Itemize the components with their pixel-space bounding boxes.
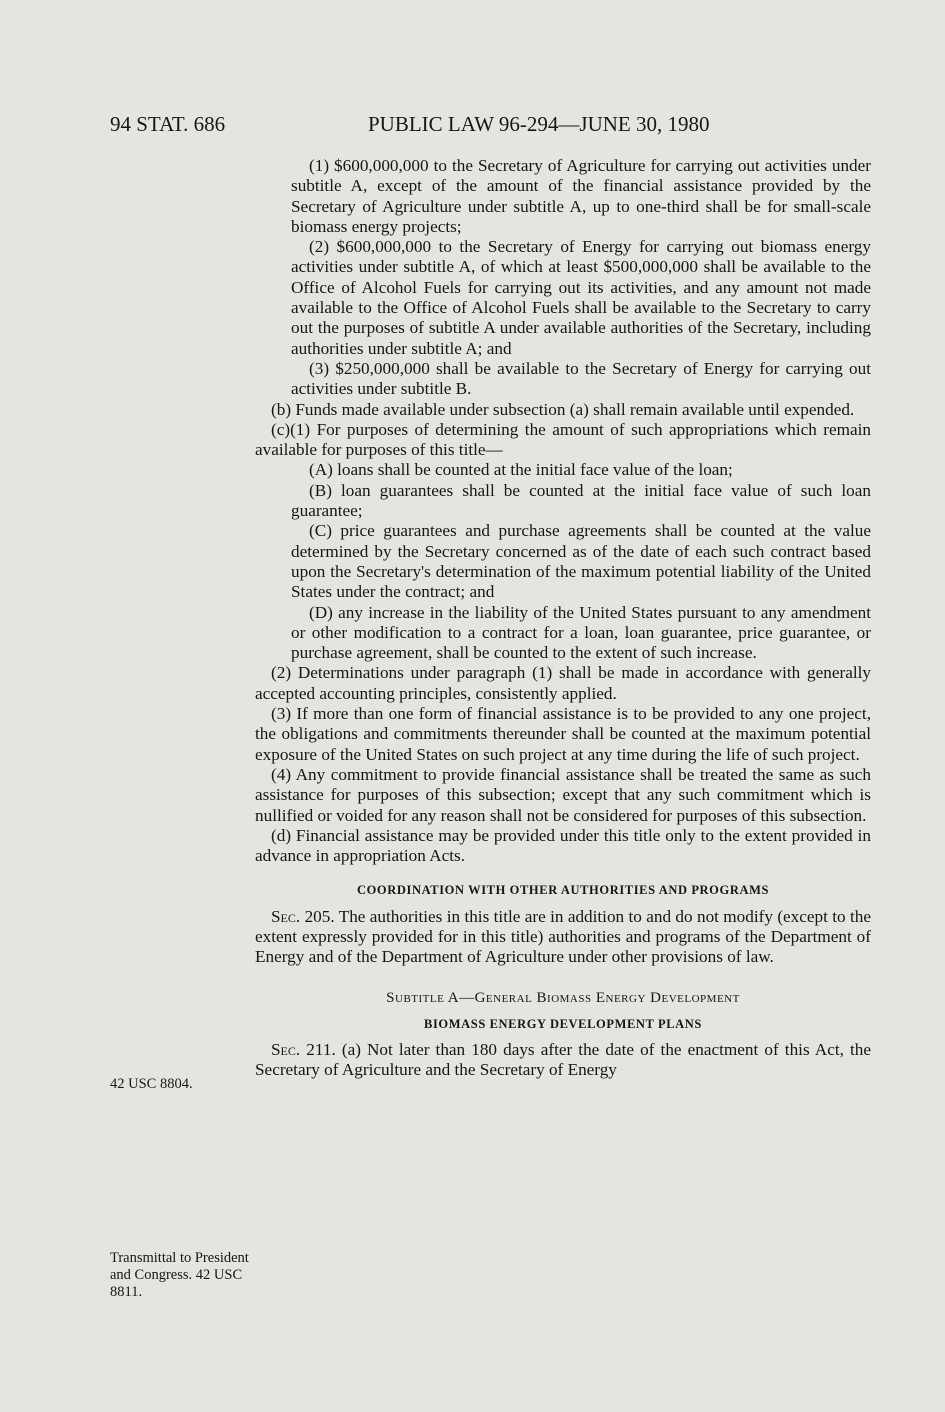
margin-note-8811: Transmittal to President and Congress. 42 USC 8811. (110, 1250, 249, 1300)
paragraph-b: (b) Funds made available under subsection (a) shall remain available until expended. (271, 399, 855, 419)
section-205-text: 205. The authorities in this title are in addition to and do not modify (except to the extent expressly provided for in this title) authorities and programs of the Department of Energy and of the Department of Agriculture under other provisions of law. (255, 906, 871, 967)
paragraph-a2: (2) $600,000,000 to the Secretary of Energy for carrying out biomass energy activities under subtitle A, of which at least $500,000,000 shall be available to the Office of Alcohol Fuels for carrying out its activities, and any amount not made available to the Office of Alcohol Fuels shall be available to the Secretary to carry out the purposes of subtitle A under available authorities of the Secretary, including authorities under subtitle A; and (291, 237, 871, 358)
page-header (110, 112, 885, 142)
body-text (255, 156, 871, 1081)
coordination-heading: COORDINATION WITH OTHER AUTHORITIES AND PROGRAMS (356, 883, 770, 898)
paragraph-cC: (C) price guarantees and purchase agreements shall be counted at the value determined by the Secretary concerned as of the date of each such contract based upon the Secretary's determination of the maximum potential liability of the United States under the contract; and (291, 521, 871, 602)
paragraph-c1: (c)(1) For purposes of determining the amount of such appropriations which remain available for purposes of this title— (255, 419, 871, 460)
paragraph-a1: (1) $600,000,000 to the Secretary of Agriculture for carrying out activities under subtitle A, except of the amount of the financial assistance provided by the Secretary of Agriculture under subtitle A, up to one-third shall be for small-scale biomass energy projects; (291, 156, 871, 236)
section-211-text: 211. (a) Not later than 180 days after the date of the enactment of this Act, the Secretary of Agriculture and the Secretary of Energy (255, 1040, 871, 1080)
paragraph-cB: (B) loan guarantees shall be counted at the initial face value of such loan guarantee; (291, 480, 871, 521)
paragraph-c4: (4) Any commitment to provide financial assistance shall be treated the same as such assistance for purposes of this subsection; except that any such commitment which is nullified or voided for any reason shall not be considered for purposes of this subsection. (255, 764, 871, 825)
section-211 (255, 1040, 871, 1081)
subtitle-a-title: Subtitle A—General Biomass Energy Development (386, 989, 740, 1006)
section-205 (255, 907, 871, 968)
paragraph-c3: (3) If more than one form of financial assistance is to be provided to any one project, the obligations and commitments thereunder shall be counted at the maximum potential exposure of the United States on such project at any time during the life of such project. (255, 704, 871, 764)
paragraph-cA: (A) loans shall be counted at the initial face value of the loan; (309, 460, 733, 480)
paragraph-cD: (D) any increase in the liability of the United States pursuant to any amendment or other modification to a contract for a loan, loan guarantee, price guarantee, or purchase agreement, shall be counted to the extent of such increase. (291, 602, 871, 663)
law-title: PUBLIC LAW 96-294—JUNE 30, 1980 (368, 112, 710, 136)
stat-page-number: 94 STAT. 686 (110, 112, 226, 136)
plans-heading: BIOMASS ENERGY DEVELOPMENT PLANS (424, 1016, 702, 1031)
section-label: Sec. (271, 906, 301, 926)
paragraph-d: (d) Financial assistance may be provided under this title only to the extent provided in advance in appropriation Acts. (255, 825, 871, 866)
section-label: Sec. (271, 1040, 301, 1060)
paragraph-a3: (3) $250,000,000 shall be available to the Secretary of Energy for carrying out activities under subtitle B. (291, 358, 871, 399)
margin-note-8804: 42 USC 8804. (110, 1076, 193, 1092)
paragraph-c2: (2) Determinations under paragraph (1) shall be made in accordance with generally accepted accounting principles, consistently applied. (255, 663, 871, 703)
